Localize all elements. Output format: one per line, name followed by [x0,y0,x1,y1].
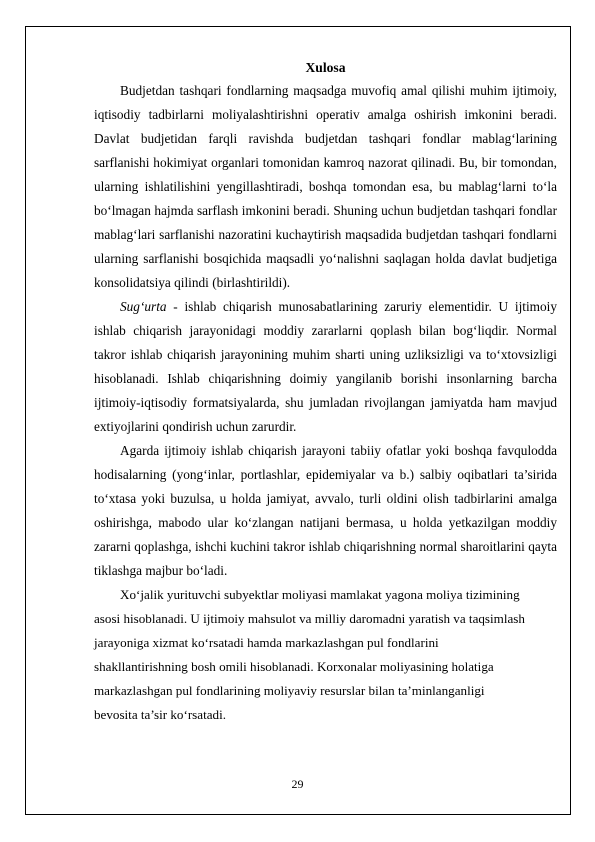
final-line-4: shakllantirishning bosh omili hisoblanadi. Korxonalar moliyasining holatiga [94,659,494,674]
paragraph-enterprise-finance [94,583,557,727]
final-line-2: asosi hisoblanadi. U ijtimoiy mahsulot va milliy daromadni yaratish va taqsimlash [94,611,525,626]
insurance-text: - ishlab chiqarish munosabatlarining zaruriy elementidir. U ijtimoiy ishlab chiqarish jarayonidagi moddiy zararlarni qoplash bilan bog‘liqdir. Normal takror ishlab chiqarish jarayonining muhim sharti uning uzliksizligi va to‘xtovsizligi hisoblanadi. Ishlab chiqarishning doimiy yangilanib borishi insonlarning barcha ijtimoiy-iqtisodiy formatsiyalarda, shu jumladan rivojlangan jamiyatda ham mavjud extiyojlarini qondirish uchun zarurdir. [94,299,557,434]
final-line-6: bevosita ta’sir ko‘rsatadi. [94,707,226,722]
insurance-term: Sug‘urta [120,299,167,314]
final-line-5: markazlashgan pul fondlarining moliyaviy resurslar bilan ta’minlanganligi [94,683,485,698]
paragraph-natural-disasters: Agarda ijtimoiy ishlab chiqarish jarayoni tabiiy ofatlar yoki boshqa favqulodda hodisalarning (yong‘inlar, portlashlar, epidemiyalar va b.) salbiy oqibatlari ta’sirida to‘xtasa yoki buzulsa, u holda jamiyat, avvalo, turli oldini olish tadbirlarini amalga oshirishga, mabodo ular ko‘zlangan natijani bermasa, u holda yetkazilgan moddiy zararni qoplashga, ishchi kuchini takror ishlab chiqarishning normal sharoitlarini qayta tiklashga majbur bo‘ladi. [94,443,557,578]
document-body [94,57,557,727]
final-line-3: jarayoniga xizmat ko‘rsatadi hamda markazlashgan pul fondlarini [94,635,439,650]
final-line-1: Xo‘jalik yurituvchi subyektlar moliyasi mamlakat yagona moliya tizimining [120,587,520,602]
paragraph-insurance [94,295,557,439]
page-number: 29 [291,777,304,791]
paragraph-budget-funds: Budjetdan tashqari fondlarning maqsadga muvofiq amal qilishi muhim ijtimoiy, iqtisodiy tadbirlarni moliyalashtirishni operativ amalga oshirish imkonini beradi. Davlat budjetidan farqli ravishda budjetdan tashqari fondlar mablag‘larining sarflanishi hokimiyat organlari tomonidan kamroq nazorat qilinadi. Bu, bir tomondan, ularning ishlatilishini yengillashtiradi, boshqa tomondan esa, bu mablag‘larni to‘la bo‘lmagan hajmda sarflash imkonini beradi. Shuning uchun budjetdan tashqari fondlar mablag‘lari sarflanishi nazoratini kuchaytirish maqsadida budjetdan tashqari fondlarni ularning sarflanishi bosqichida maqsadli yo‘nalishni saqlagan holda davlat budjetiga konsolidatsiya qilindi (birlashtirildi). [94,83,557,290]
section-title: Xulosa [305,60,346,75]
